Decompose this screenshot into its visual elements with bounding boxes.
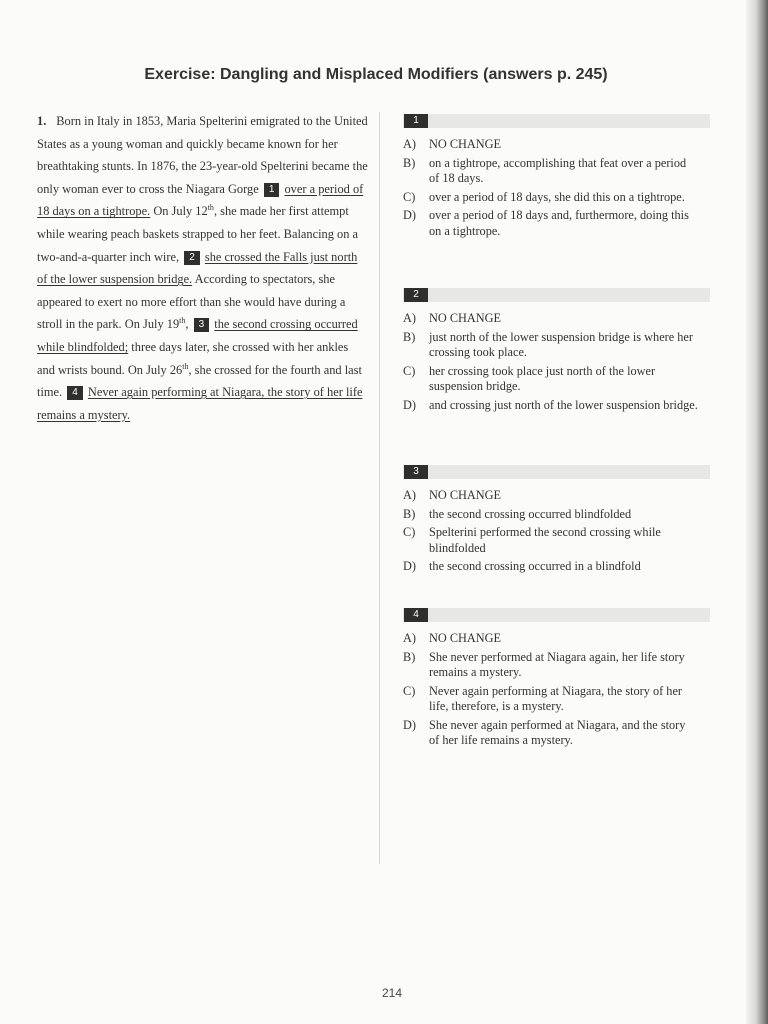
answer-option [403, 156, 710, 187]
passage-text-3b: , [185, 317, 189, 332]
answer-option [403, 330, 710, 361]
question-number-badge: 1 [404, 114, 428, 128]
question-marker-2: 2 [184, 251, 200, 265]
underlined-portion-2: she crossed the Falls just north of the lower suspension bridge. [37, 249, 358, 287]
option-letter: B) [403, 155, 416, 170]
passage-text-3a: According to spectators, she appeared to exert no more effort than she would have during a stroll in the park. On July 19 [37, 272, 346, 332]
question-block-2 [403, 288, 710, 416]
option-letter: D) [403, 559, 416, 573]
question-marker-4: 4 [67, 386, 83, 400]
option-letter: C) [403, 525, 416, 539]
underlined-portion-1: over a period of 18 days on a tightrope. [37, 181, 364, 219]
passage-text-4a: three days later, she crossed with her ankles and wrists bound. On July 26 [37, 339, 349, 377]
question-marker-3: 3 [194, 318, 210, 332]
option-text: the second crossing occurred in a blindfold [429, 559, 641, 573]
option-text: NO CHANGE [429, 631, 502, 645]
answer-option [403, 525, 710, 556]
option-letter: A) [403, 488, 416, 502]
answer-option [403, 684, 710, 715]
question-header-bar [403, 465, 710, 479]
option-text: Spelterini performed the second crossing while blindfolded [429, 525, 661, 555]
option-text: over a period of 18 days and, furthermore, doing this on a tightrope. [429, 208, 689, 238]
passage-number: 1. [37, 114, 47, 128]
option-text: She never again performed at Niagara, and the story of her life remains a mystery. [429, 717, 686, 747]
passage-text-2b: , she made her first attempt while wearing peach baskets strapped to her feet. Balancing on a two-and-a-quarter inch wire, [37, 204, 359, 264]
answer-option [403, 364, 710, 395]
option-letter: A) [403, 137, 416, 151]
page-title: Exercise: Dangling and Misplaced Modifiers (answers p. 245) [144, 66, 608, 83]
answer-option [403, 488, 710, 504]
option-letter: C) [403, 683, 416, 698]
column-divider [379, 112, 380, 864]
superscript-th-2: th [179, 316, 186, 326]
question-block-3 [403, 465, 710, 578]
question-number-badge: 3 [404, 465, 428, 479]
page-number: 214 [381, 986, 403, 1000]
option-text: just north of the lower suspension bridge is where her crossing took place. [429, 329, 693, 359]
question-block-1 [403, 114, 710, 242]
book-spine-shadow [746, 0, 768, 1024]
option-text: on a tightrope, accomplishing that feat over a period of 18 days. [429, 155, 687, 185]
question-block-4 [403, 608, 710, 752]
passage-text-2a: On July 12 [150, 204, 208, 219]
option-letter: B) [403, 649, 416, 664]
option-letter: C) [403, 189, 416, 204]
passage-text-4b: , she crossed for the fourth and last time. [37, 362, 362, 400]
option-letter: C) [403, 363, 416, 378]
question-marker-1: 1 [264, 183, 280, 197]
question-header-bar [403, 288, 710, 302]
answer-option [403, 507, 710, 523]
option-text: and crossing just north of the lower suspension bridge. [429, 397, 698, 412]
answer-option [403, 190, 710, 206]
answer-option [403, 137, 710, 153]
option-letter: A) [403, 631, 416, 645]
passage [37, 110, 369, 426]
option-letter: D) [403, 397, 416, 412]
answer-option [403, 208, 710, 239]
answer-option [403, 559, 710, 575]
question-header-bar [403, 608, 710, 622]
answer-option [403, 311, 710, 327]
option-text: NO CHANGE [429, 311, 502, 325]
option-text: the second crossing occurred blindfolded [429, 506, 632, 521]
option-text: her crossing took place just north of the lower suspension bridge. [429, 363, 656, 393]
answer-option [403, 718, 710, 749]
underlined-portion-3: the second crossing occurred while blindfolded; [37, 317, 358, 354]
option-text: NO CHANGE [429, 488, 502, 502]
option-text: over a period of 18 days, she did this on a tightrope. [429, 189, 685, 204]
answer-option [403, 631, 710, 647]
answer-option [403, 650, 710, 681]
option-text: NO CHANGE [429, 137, 502, 151]
passage-text-1: Born in Italy in 1853, Maria Spelterini emigrated to the United States as a young woman and quickly became known for her breathtaking stunts. In 1876, the 23-year-old Spelterini became the only woman ever to cross the Niagara Gorge [37, 114, 368, 196]
underlined-portion-4: Never again performing at Niagara, the story of her life remains a mystery. [37, 385, 363, 422]
option-text: Never again performing at Niagara, the story of her life, therefore, is a mystery. [429, 683, 683, 713]
option-letter: B) [403, 506, 416, 521]
option-letter: D) [403, 717, 416, 732]
question-number-badge: 2 [404, 288, 428, 302]
superscript-th-1: th [207, 203, 214, 213]
option-letter: D) [403, 208, 416, 222]
option-letter: A) [403, 311, 416, 325]
option-letter: B) [403, 329, 416, 344]
answer-option [403, 398, 710, 414]
question-number-badge: 4 [404, 608, 428, 622]
option-text: She never performed at Niagara again, her life story remains a mystery. [429, 649, 685, 679]
question-header-bar [403, 114, 710, 128]
superscript-th-3: th [182, 361, 189, 371]
